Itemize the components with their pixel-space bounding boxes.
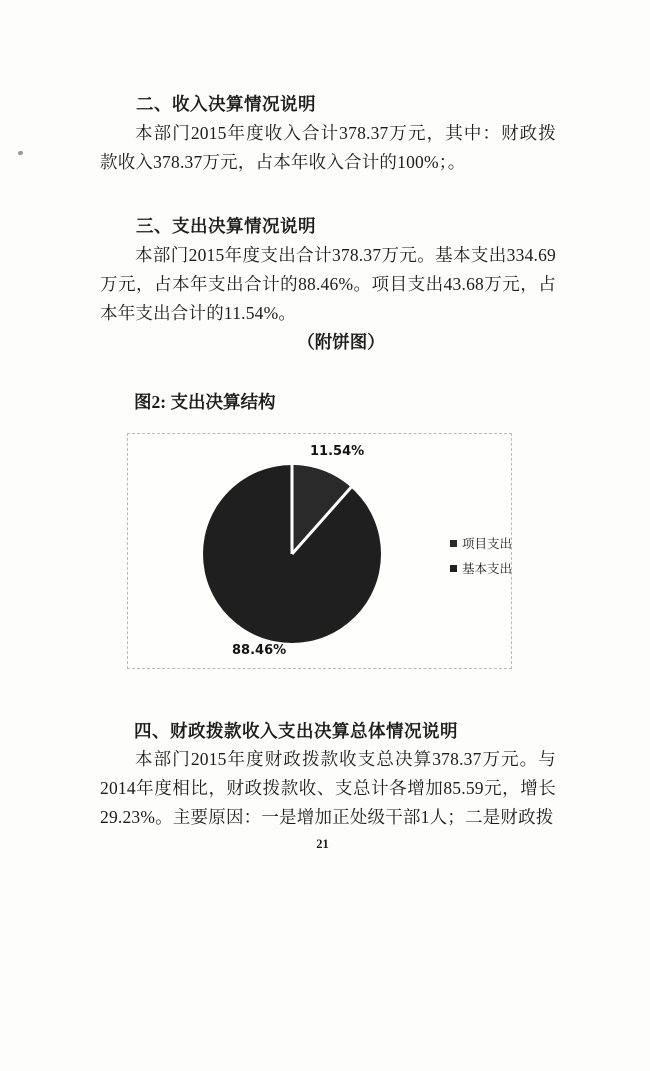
legend-item xyxy=(450,534,512,552)
chart-legend xyxy=(450,534,512,577)
scan-speck xyxy=(17,150,23,155)
section-2-heading: 二、收入决算情况说明 xyxy=(136,94,316,114)
section-4-paragraph: 本部门2015年度财政拨款收支总决算378.37万元。与2014年度相比，财政拨款收、支总计各增加85.59元，增长29.23%。主要原因：一是增加正处级干部1人；二是财政拨 xyxy=(100,749,556,827)
section-4-heading: 四、财政拨款收入支出决算总体情况说明 xyxy=(134,721,458,741)
section-3-paragraph: 本部门2015年度支出合计378.37万元。基本支出334.69万元，占本年支出合计的88.46%。项目支出43.68万元，占本年支出合计的11.54%。 xyxy=(100,245,556,323)
section-2-paragraph: 本部门2015年度收入合计378.37万元，其中：财政拨款收入378.37万元，占本年收入合计的100%；。 xyxy=(100,123,556,172)
legend-label: 基本支出 xyxy=(462,561,513,576)
section-3-heading: 三、支出决算情况说明 xyxy=(136,216,316,236)
legend-swatch-project xyxy=(450,540,457,547)
pie-slice-label-large: 88.46% xyxy=(232,643,287,658)
legend-label: 项目支出 xyxy=(462,536,513,551)
figure-caption: 图2: 支出决算结构 xyxy=(134,392,276,412)
legend-item xyxy=(450,559,512,577)
pie-chart-note: （附饼图） xyxy=(297,332,385,352)
page-number: 21 xyxy=(316,837,329,851)
legend-swatch-basic xyxy=(450,565,457,572)
pie-slice-label-small: 11.54% xyxy=(310,444,365,459)
pie-chart-figure xyxy=(127,433,512,669)
